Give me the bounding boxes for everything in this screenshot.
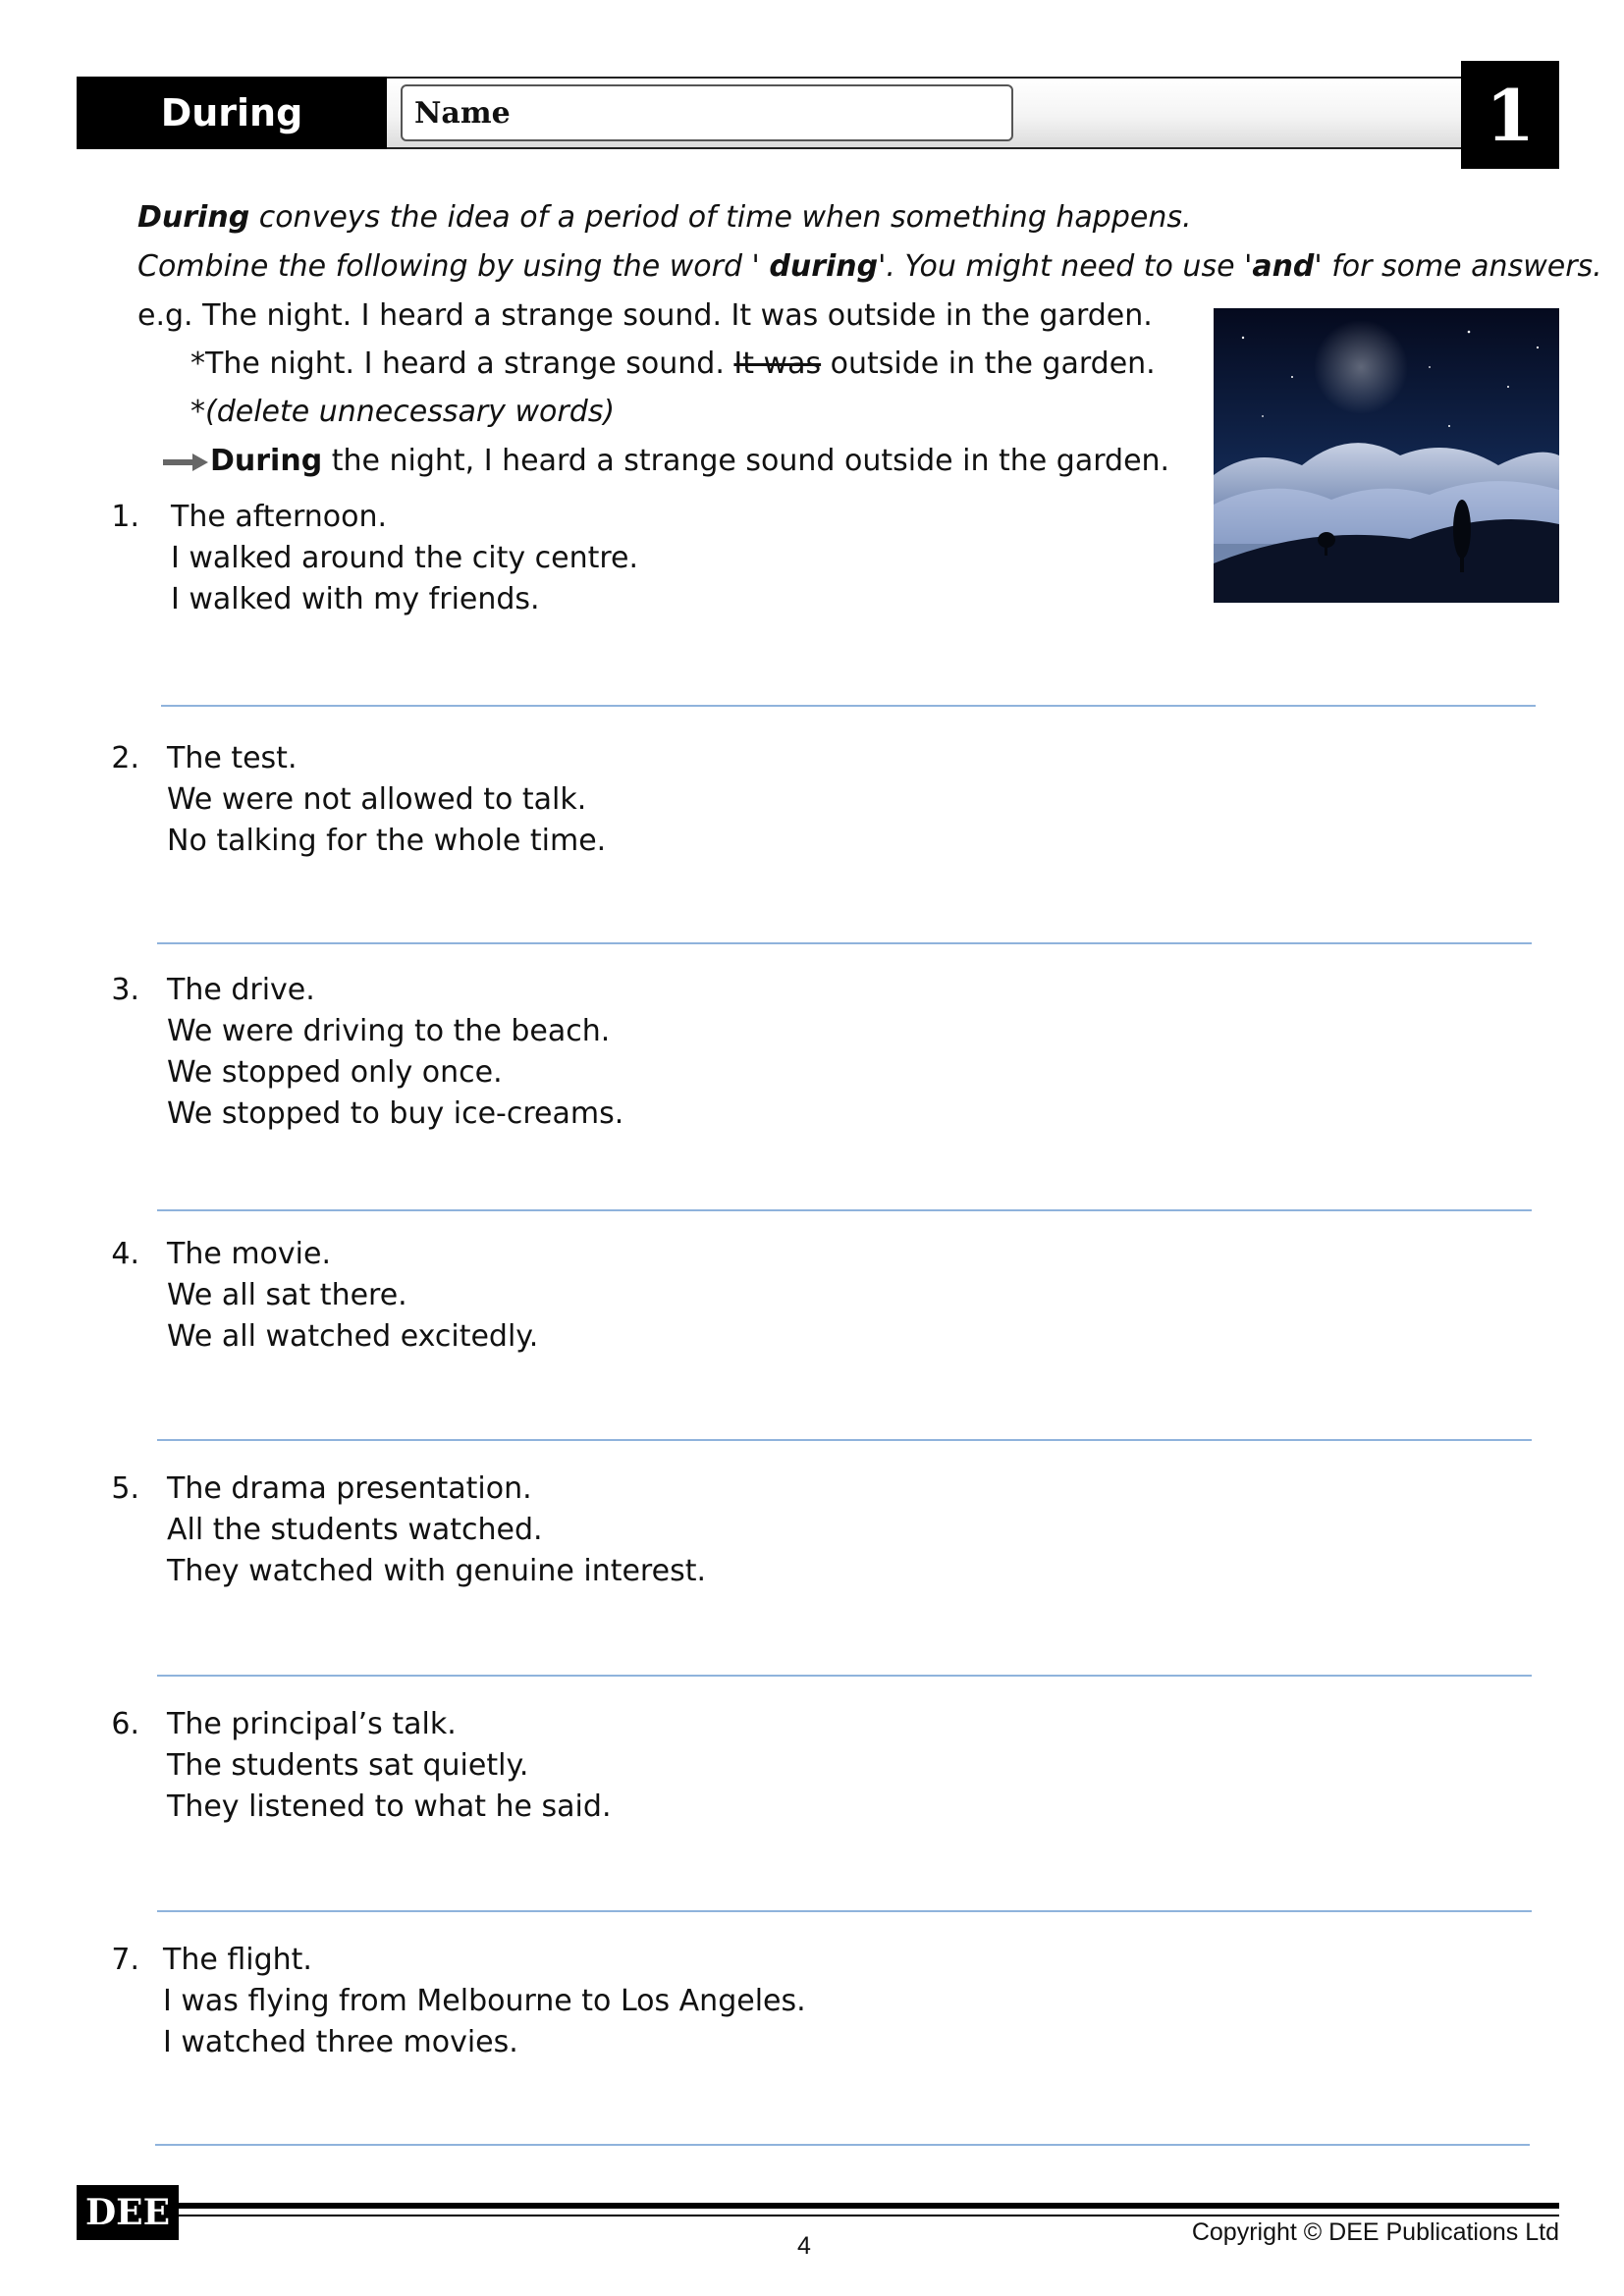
answer-line-7[interactable]: [155, 2144, 1530, 2146]
answer-line-6[interactable]: [157, 1910, 1532, 1912]
arrow-right-icon: [163, 453, 208, 472]
copyright-text: Copyright © DEE Publications Ltd: [1191, 2218, 1559, 2246]
question-number-3: 3.: [111, 973, 139, 1007]
name-field[interactable]: [401, 84, 1013, 141]
worksheet-number: 1: [1461, 61, 1559, 169]
example-line-1: e.g. The night. I heard a strange sound. It was outside in the garden.: [137, 298, 1153, 333]
question-4: The movie. We all sat there. We all watched excitedly.: [167, 1237, 539, 1354]
example-line-2: *The night. I heard a strange sound. It was outside in the garden.: [190, 347, 1156, 381]
publisher-logo: DEE: [77, 2185, 179, 2240]
intro-line-1: During conveys the idea of a period of time when something happens.: [137, 200, 1192, 235]
example-answer: During the night, I heard a strange sound outside in the garden.: [163, 442, 1169, 481]
answer-line-1[interactable]: [161, 705, 1536, 707]
name-label: Name: [414, 95, 511, 131]
question-number-1: 1.: [111, 500, 139, 534]
question-number-5: 5.: [111, 1471, 139, 1506]
question-3: The drive. We were driving to the beach. We stopped only once. We stopped to buy ice-creams.: [167, 973, 624, 1131]
footer-rule-thin: [179, 2215, 1559, 2216]
night-scene-image: [1214, 308, 1559, 603]
question-1: The afternoon. I walked around the city centre. I walked with my friends.: [171, 500, 639, 616]
question-7: The flight. I was flying from Melbourne to Los Angeles. I watched three movies.: [163, 1943, 806, 2059]
question-6: The principal’s talk. The students sat quietly. They listened to what he said.: [167, 1707, 612, 1824]
question-5: The drama presentation. All the students watched. They watched with genuine interest.: [167, 1471, 706, 1588]
example-note: *(delete unnecessary words): [190, 395, 616, 429]
worksheet-title: During: [77, 77, 387, 149]
answer-line-3[interactable]: [157, 1209, 1532, 1211]
struck-words: It was: [733, 347, 822, 381]
question-2: The test. We were not allowed to talk. No talking for the whole time.: [167, 741, 607, 858]
page-number: 4: [797, 2232, 811, 2260]
answer-line-2[interactable]: [157, 942, 1532, 944]
question-number-2: 2.: [111, 741, 139, 775]
answer-line-5[interactable]: [157, 1675, 1532, 1677]
question-number-6: 6.: [111, 1707, 139, 1741]
question-number-4: 4.: [111, 1237, 139, 1271]
intro-line-2: Combine the following by using the word ' during'. You might need to use 'and' for some answers.: [137, 249, 1602, 284]
question-number-7: 7.: [111, 1943, 139, 1977]
footer-rule: [179, 2203, 1559, 2209]
answer-line-4[interactable]: [157, 1439, 1532, 1441]
